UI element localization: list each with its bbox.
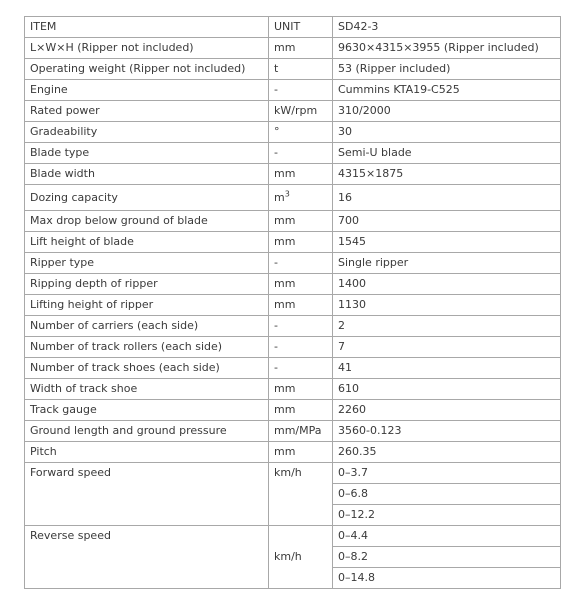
row-item: Number of carriers (each side) xyxy=(25,316,269,337)
row-value: 41 xyxy=(333,358,561,379)
row-item: Ripper type xyxy=(25,253,269,274)
forward-speed-value: 0–6.8 xyxy=(333,484,561,505)
unit-superscript: 3 xyxy=(284,188,290,198)
row-value: 3560-0.123 xyxy=(333,421,561,442)
row-value: 1400 xyxy=(333,274,561,295)
table-row xyxy=(25,421,561,442)
row-item: Blade type xyxy=(25,143,269,164)
row-unit: mm xyxy=(269,295,333,316)
row-unit: - xyxy=(269,253,333,274)
table-header-row xyxy=(25,17,561,38)
row-unit: mm xyxy=(269,211,333,232)
table-row xyxy=(25,337,561,358)
row-value: 2 xyxy=(333,316,561,337)
table-row xyxy=(25,295,561,316)
row-value: Cummins KTA19-C525 xyxy=(333,80,561,101)
table-row xyxy=(25,38,561,59)
row-item: Dozing capacity xyxy=(25,185,269,211)
row-value: 9630×4315×3955 (Ripper included) xyxy=(333,38,561,59)
row-unit: mm xyxy=(269,164,333,185)
header-item: ITEM xyxy=(25,17,269,38)
row-value: Single ripper xyxy=(333,253,561,274)
table-row xyxy=(25,122,561,143)
row-item: Rated power xyxy=(25,101,269,122)
row-unit: mm xyxy=(269,232,333,253)
row-item: Pitch xyxy=(25,442,269,463)
row-value: 310/2000 xyxy=(333,101,561,122)
row-unit: mm xyxy=(269,442,333,463)
table-row xyxy=(25,211,561,232)
table-row xyxy=(25,253,561,274)
row-item: Operating weight (Ripper not included) xyxy=(25,59,269,80)
row-value: 1130 xyxy=(333,295,561,316)
table-row xyxy=(25,400,561,421)
row-item: Gradeability xyxy=(25,122,269,143)
header-unit: UNIT xyxy=(269,17,333,38)
row-item: Lifting height of ripper xyxy=(25,295,269,316)
row-unit xyxy=(269,185,333,211)
table-row xyxy=(25,442,561,463)
table-row xyxy=(25,101,561,122)
row-unit: t xyxy=(269,59,333,80)
row-value: 2260 xyxy=(333,400,561,421)
table-row xyxy=(25,274,561,295)
row-unit: - xyxy=(269,80,333,101)
table-row xyxy=(25,358,561,379)
table-row xyxy=(25,379,561,400)
row-item: Number of track rollers (each side) xyxy=(25,337,269,358)
row-unit: mm xyxy=(269,274,333,295)
row-value: 260.35 xyxy=(333,442,561,463)
row-unit: mm xyxy=(269,400,333,421)
table-row xyxy=(25,164,561,185)
reverse-speed-value: 0–4.4 xyxy=(333,526,561,547)
reverse-speed-value: 0–14.8 xyxy=(333,568,561,589)
row-value: 7 xyxy=(333,337,561,358)
row-value: 1545 xyxy=(333,232,561,253)
table-row xyxy=(25,59,561,80)
reverse-speed-row xyxy=(25,526,561,547)
row-unit: kW/rpm xyxy=(269,101,333,122)
row-item: Track gauge xyxy=(25,400,269,421)
row-item: L×W×H (Ripper not included) xyxy=(25,38,269,59)
table-row xyxy=(25,232,561,253)
row-item: Ground length and ground pressure xyxy=(25,421,269,442)
row-value: 700 xyxy=(333,211,561,232)
row-value: 16 xyxy=(333,185,561,211)
row-unit: - xyxy=(269,143,333,164)
row-item: Width of track shoe xyxy=(25,379,269,400)
forward-speed-unit: km/h xyxy=(269,463,333,526)
row-value: 4315×1875 xyxy=(333,164,561,185)
row-unit: mm xyxy=(269,379,333,400)
forward-speed-label: Forward speed xyxy=(25,463,269,526)
forward-speed-value: 0–12.2 xyxy=(333,505,561,526)
row-value: 53 (Ripper included) xyxy=(333,59,561,80)
reverse-speed-label: Reverse speed xyxy=(25,526,269,589)
reverse-speed-value: 0–8.2 xyxy=(333,547,561,568)
row-item: Ripping depth of ripper xyxy=(25,274,269,295)
row-item: Number of track shoes (each side) xyxy=(25,358,269,379)
row-unit: mm/MPa xyxy=(269,421,333,442)
row-item: Max drop below ground of blade xyxy=(25,211,269,232)
row-unit: - xyxy=(269,316,333,337)
row-unit: - xyxy=(269,337,333,358)
row-unit: mm xyxy=(269,38,333,59)
row-item: Blade width xyxy=(25,164,269,185)
table-row xyxy=(25,80,561,101)
header-model: SD42-3 xyxy=(333,17,561,38)
row-value: 610 xyxy=(333,379,561,400)
row-item: Lift height of blade xyxy=(25,232,269,253)
row-value: Semi-U blade xyxy=(333,143,561,164)
row-value: 30 xyxy=(333,122,561,143)
table-row xyxy=(25,143,561,164)
forward-speed-value: 0–3.7 xyxy=(333,463,561,484)
table-row xyxy=(25,316,561,337)
table-row xyxy=(25,185,561,211)
row-unit: ° xyxy=(269,122,333,143)
row-unit: - xyxy=(269,358,333,379)
unit-base: m xyxy=(274,190,285,204)
spec-table xyxy=(24,16,561,589)
forward-speed-row xyxy=(25,463,561,484)
reverse-speed-unit: km/h xyxy=(269,526,333,589)
row-item: Engine xyxy=(25,80,269,101)
